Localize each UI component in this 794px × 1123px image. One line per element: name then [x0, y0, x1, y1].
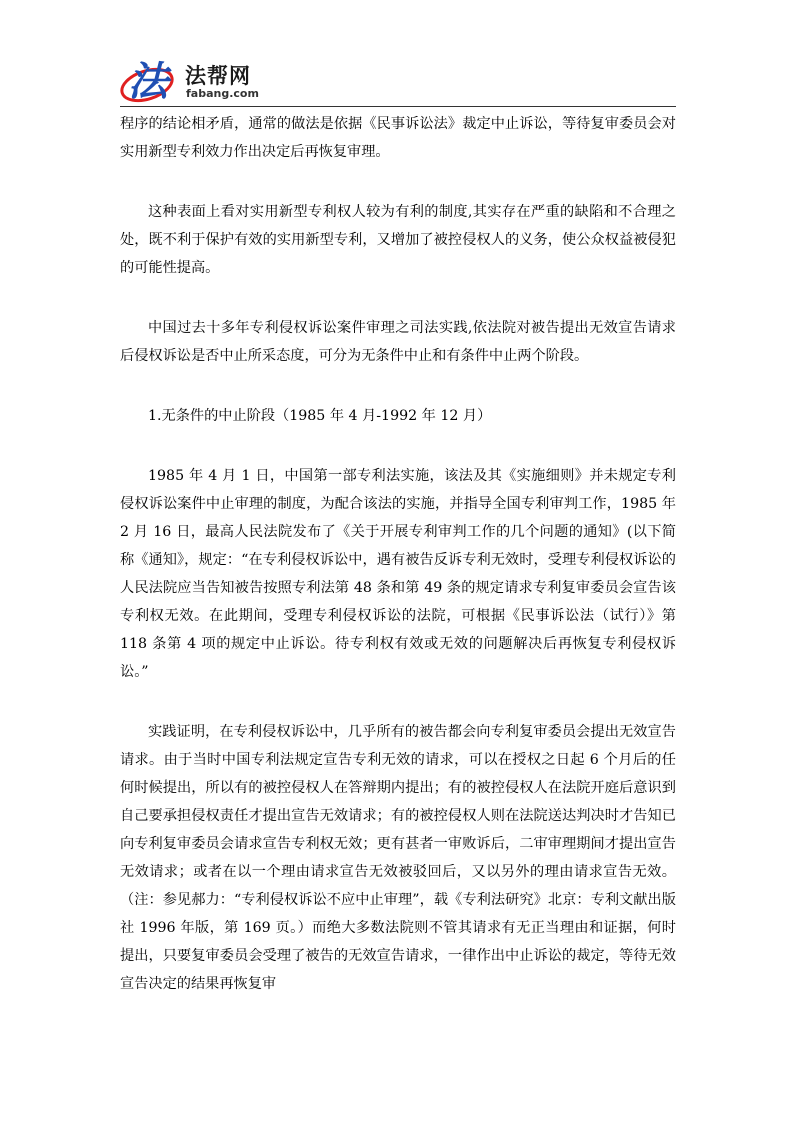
paragraph: 1985 年 4 月 1 日，中国第一部专利法实施，该法及其《实施细则》并未规定专利侵权诉讼案件中止审理的制度，为配合该法的实施，并指导全国专利审判工作，1985 年 2 月 16 日，最高人民法院发布了《关于开展专利审判工作的几个问题的通知》(以下简称《通知》，规定：“在专利侵权诉讼中，遇有被告反诉专利无效时，受理专利侵权诉讼的人民法院应当告知被告按照专利法第 48 条和第 49 条的规定请求专利复审委员会宣告该专利权无效。在此期间，受理专利侵权诉讼的法院，可根据《民事诉讼法（试行）》第 118 条第 4 项的规定中止诉讼。待专利权有效或无效的问题解决后再恢复专利侵权诉讼。”: [120, 468, 676, 680]
site-header: [120, 55, 676, 107]
paragraph: 中国过去十多年专利侵权诉讼案件审理之司法实践,依法院对被告提出无效宣告请求后侵权诉讼是否中止所采态度，可分为无条件中止和有条件中止两个阶段。: [120, 320, 676, 364]
section-heading: 1.无条件的中止阶段（1985 年 4 月-1992 年 12 月）: [148, 408, 492, 424]
logo-text[interactable]: 法帮网: [185, 64, 251, 88]
paragraph: 程序的结论相矛盾，通常的做法是依据《民事诉讼法》裁定中止诉讼，等待复审委员会对实用新型专利效力作出决定后再恢复审理。: [120, 116, 676, 160]
document-body: [120, 110, 676, 1030]
logo-glyph: 法: [128, 58, 168, 105]
logo-url[interactable]: fabang.com: [186, 87, 259, 100]
paragraph: 实践证明，在专利侵权诉讼中，几乎所有的被告都会向专利复审委员会提出无效宣告请求。由于当时中国专利法规定宣告专利无效的请求，可以在授权之日起 6 个月后的任何时候提出，所以有的被控侵权人在答辩期内提出；有的被控侵权人在法院开庭后意识到自己要承担侵权责任才提出宣告无效请求；有的被控侵权人则在法院送达判决时才告知已向专利复审委员会请求宣告专利权无效；更有甚者一审败诉后，二审审理期间才提出宣告无效请求；或者在以一个理由请求宣告无效被驳回后，又以另外的理由请求宣告无效。（注：参见郝力：“专利侵权诉讼不应中止审理”，载《专利法研究》北京：专利文献出版社 1996 年版，第 169 页。）而绝大多数法院则不管其请求有无正当理由和证据，何时提出，只要复审委员会受理了被告的无效宣告请求，一律作出中止诉讼的裁定，等待无效宣告决定的结果再恢复审: [120, 724, 676, 992]
fabang-logo-icon: [120, 55, 180, 105]
header-divider: [120, 106, 676, 107]
paragraph: 这种表面上看对实用新型专利权人较为有利的制度,其实存在严重的缺陷和不合理之处，既不利于保护有效的实用新型专利，又增加了被控侵权人的义务，使公众权益被侵犯的可能性提高。: [120, 204, 676, 276]
